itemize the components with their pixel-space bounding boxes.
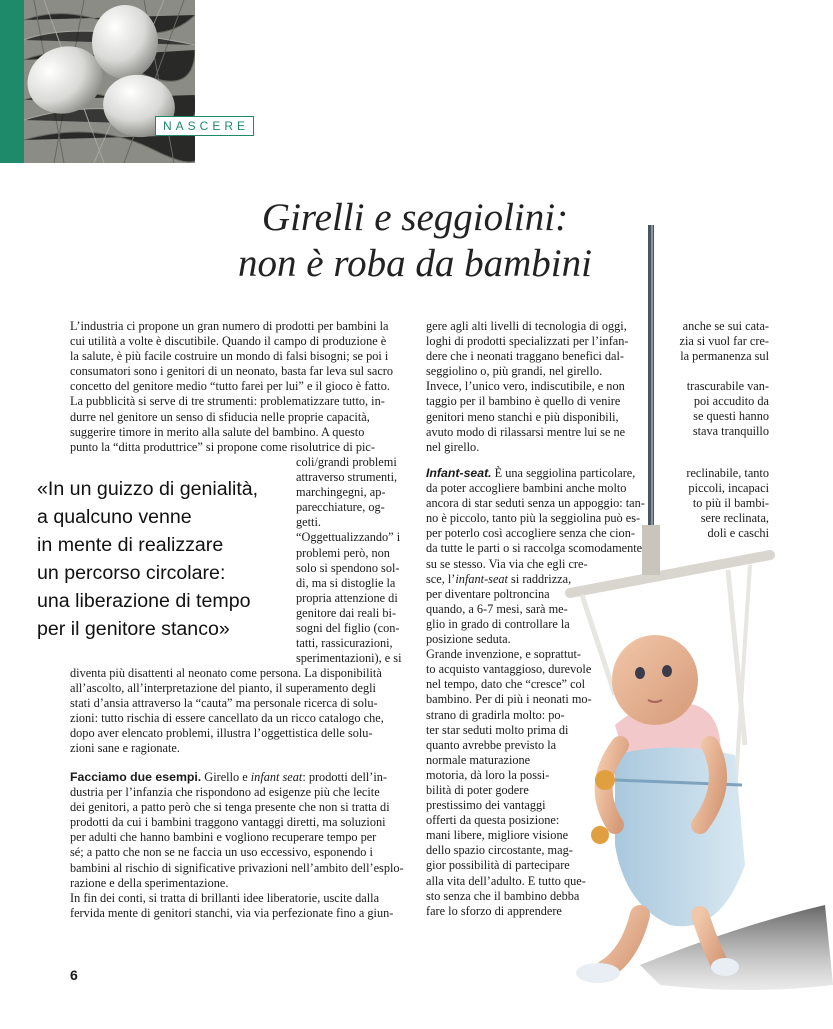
text-line: trascurabile van- xyxy=(686,379,769,393)
text-line: la salute, è più facile costruire un mondo di falsi bisogni; se poi i xyxy=(70,349,389,364)
text-fragment: infant-seat xyxy=(455,571,508,586)
text-line: motoria, dà loro la possi- xyxy=(426,767,550,782)
text-line: anche se sui cata- xyxy=(682,319,769,333)
text-line: coli/grandi problemi xyxy=(296,455,397,469)
text-line: normale maturazione xyxy=(426,752,531,767)
text-line: fervida mente di genitori stanchi, via via perfezionate fino a giun- xyxy=(70,905,394,920)
pull-quote-line: «In un guizzo di genialità, xyxy=(37,478,259,500)
text-line: dere che i neonati traggano benefici dal- xyxy=(426,349,625,364)
text-line: gere agli alti livelli di tecnologia di oggi, xyxy=(426,319,627,333)
text-line: sperimentazioni), e si xyxy=(296,651,402,666)
text-fragment: sce, l’ xyxy=(426,571,456,586)
pull-quote-line: in mente di realizzare xyxy=(37,534,224,556)
text-line: strano di gradirla molto: po- xyxy=(426,707,565,722)
text-line: per diventare poltroncina xyxy=(426,586,550,601)
examples-first-line xyxy=(70,770,410,785)
text-line: prodotti da cui i bambini traggono vantaggi diretti, ma soluzioni xyxy=(70,815,386,830)
text-line: dopo aver elencato problemi, illustra l’oggettistica delle solu- xyxy=(70,726,373,741)
text-line: loghi di prodotti specializzati per l’infan- xyxy=(426,334,629,349)
text-line: dello spazio circostante, mag- xyxy=(426,843,573,858)
text-line: sto senza che il bambino debba xyxy=(426,888,580,903)
infant-first-line xyxy=(426,466,661,481)
column3-bottom xyxy=(669,466,769,541)
text-line: no è piccolo, tanto più la seggiolina può es- xyxy=(426,511,641,526)
text-line: to acquisto vantaggioso, durevole xyxy=(426,662,592,677)
text-line: punto la “ditta produttrice” si propone come risolutrice di pic- xyxy=(70,439,375,454)
text-line: bambino. Per di più i neonati mo- xyxy=(426,692,592,707)
page-number: 6 xyxy=(70,967,78,983)
text-line: nel tempo, dato che “cresce” col xyxy=(426,677,586,692)
text-line: fare lo sforzo di apprendere xyxy=(426,903,562,918)
title-line-1: Girelli e seggiolini: xyxy=(261,196,569,239)
text-line: genitore dai reali bi- xyxy=(296,605,397,620)
text-line: seggiolino o, più grandi, nel girello. xyxy=(426,364,603,379)
text-line: se questi hanno xyxy=(693,409,769,424)
column1-intro xyxy=(70,319,410,455)
text-line: all’ascolto, all’interpretazione del pianto, il superamento degli xyxy=(70,681,376,696)
text-line: alla vita dell’adulto. E tutto que- xyxy=(426,873,586,888)
text-line: La pubblicità si serve di tre strumenti: problematizzare tutto, in- xyxy=(70,394,385,409)
section-label: NASCERE xyxy=(155,116,254,136)
text-line: getti. xyxy=(296,515,321,530)
text-line: nel girello. xyxy=(426,439,480,454)
pull-quote-line: una liberazione di tempo xyxy=(37,590,251,612)
text-line: “Oggettualizzando” i xyxy=(296,530,401,545)
text-line: mani libere, migliore visione xyxy=(426,828,569,843)
text-line: ter star seduti molto prima di xyxy=(426,722,569,737)
text-line: per poterlo così accogliere senza che cion- xyxy=(426,526,635,541)
text-line: diventa più disattenti al neonato come persona. La disponibilità xyxy=(70,666,382,680)
eggs-photo xyxy=(24,0,195,163)
text-line: piccoli, incapaci xyxy=(688,481,769,496)
text-line: problemi però, non xyxy=(296,545,390,560)
text-line: glio in grado di controllare la xyxy=(426,616,570,631)
text-line: la permanenza sul xyxy=(680,349,769,364)
text-line: zioni sane e ragionate. xyxy=(70,741,180,756)
text-line: consumatori sono i genitori di un neonato, basta far leva sul sacro xyxy=(70,364,394,379)
text-line: In fin dei conti, si tratta di brillanti idee liberatorie, uscite dalla xyxy=(70,890,380,905)
text-line: gior possibilità di partecipare xyxy=(426,858,570,873)
text-line: marchingegni, ap- xyxy=(296,485,386,500)
text-line: attraverso strumenti, xyxy=(296,470,398,485)
text-line: per adulti che hanno bambini e vogliono recuperare tempo per xyxy=(70,830,377,845)
text-line: razione e della sperimentazione. xyxy=(70,875,229,890)
title-line-2: non è roba da bambini xyxy=(238,242,592,285)
text-line: dei genitori, a patto però che si tenga presente che non si tratta di xyxy=(70,800,390,815)
infant-line-b xyxy=(426,572,661,587)
text-line: sere reclinata, xyxy=(700,511,769,526)
examples-heading: Facciamo due esempi. xyxy=(70,770,202,784)
text-line: sogni del figlio (con- xyxy=(296,621,400,636)
accent-bar xyxy=(0,0,24,163)
text-line: da tutte le parti o si raccolga scomodamente xyxy=(426,541,643,556)
text-line: parecchiature, og- xyxy=(296,500,385,515)
text-line: su se stesso. Via via che egli cre- xyxy=(426,556,588,571)
text-line: di, ma si distoglie la xyxy=(296,575,396,590)
text-line: prestissimo dei vantaggi xyxy=(426,798,546,813)
text-line: da poter accogliere bambini anche molto xyxy=(426,481,627,496)
text-line: genitori meno stanchi e più disponibili, xyxy=(426,409,619,424)
text-line: avuto modo di rilassarsi mentre lui se ne xyxy=(426,424,626,439)
text-line: stava tranquillo xyxy=(692,424,769,439)
text-line: bambini al rischio di significative privazioni nell’ambito dell’esplo- xyxy=(70,860,404,875)
text-line: quanto avrebbe previsto la xyxy=(426,737,557,752)
text-line: to più il bambi- xyxy=(692,496,769,511)
infant-seat-heading: Infant-seat. xyxy=(426,466,492,480)
pull-quote-line: a qualcuno venne xyxy=(37,506,192,528)
text-fragment: infant seat xyxy=(250,770,303,784)
text-line: offerti da questa posizione: xyxy=(426,813,560,828)
text-line: reclinabile, tanto xyxy=(686,466,769,480)
text-line: cui utilità a volte è discutibile. Quando il campo di produzione è xyxy=(70,334,387,349)
text-line: poi accudito da xyxy=(693,394,769,409)
text-fragment: Girello e xyxy=(201,770,251,784)
text-line: stati d’ansia attraverso la “cauta” ma personale ricerca di solu- xyxy=(70,696,378,711)
column1-narrow xyxy=(296,455,410,666)
text-line: dustria per l’infanzia che rispondono ad esigenze più che lecite xyxy=(70,785,380,800)
column1-examples xyxy=(70,770,410,921)
column3-mid xyxy=(669,379,769,439)
text-line: taggio per il bambino è quello di venire xyxy=(426,394,621,409)
text-line: sé; a patto che non se ne faccia un uso eccessivo, esponendo i xyxy=(70,845,373,860)
text-line: zia si vuol far cre- xyxy=(679,334,769,349)
text-line: zioni: tutto rischia di essere cancellato da un ricco catalogo che, xyxy=(70,711,384,726)
column2-infant-seat xyxy=(426,466,661,919)
column1-continuation xyxy=(70,666,410,757)
text-line: Invece, l’unico vero, indiscutibile, e non xyxy=(426,379,625,394)
text-line: ancora di star seduti senza un appoggio: tan- xyxy=(426,496,645,511)
text-line: quando, a 6-7 mesi, sarà me- xyxy=(426,601,568,616)
text-line: durre nel genitore un senso di sfiducia nelle proprie capacità, xyxy=(70,409,370,424)
pull-quote-line: un percorso circolare: xyxy=(37,562,226,584)
text-line: tatti, rassicurazioni, xyxy=(296,636,393,651)
pull-quote-line: per il genitore stanco» xyxy=(37,618,230,640)
text-line: Grande invenzione, e soprattut- xyxy=(426,647,582,662)
text-line: L’industria ci propone un gran numero di prodotti per bambini la xyxy=(70,319,389,333)
text-fragment: : prodotti dell’in- xyxy=(302,770,388,784)
text-line: doli e caschi xyxy=(707,526,769,541)
text-line: solo si spendono sol- xyxy=(296,560,400,575)
column3-top xyxy=(669,319,769,364)
text-fragment: È una seggiolina particolare, xyxy=(491,466,636,480)
text-line: propria attenzione di xyxy=(296,590,398,605)
text-fragment: si raddrizza, xyxy=(507,571,572,586)
text-line: posizione seduta. xyxy=(426,632,511,647)
column2-top xyxy=(426,319,661,455)
text-line: suggerire timore in merito alla salute del bambino. A questo xyxy=(70,424,365,439)
pull-quote xyxy=(37,475,293,643)
text-line: concetto del genitore medio “tutto farei per lui” e il gioco è fatto. xyxy=(70,379,390,394)
text-line: bilità di poter godere xyxy=(426,782,529,797)
